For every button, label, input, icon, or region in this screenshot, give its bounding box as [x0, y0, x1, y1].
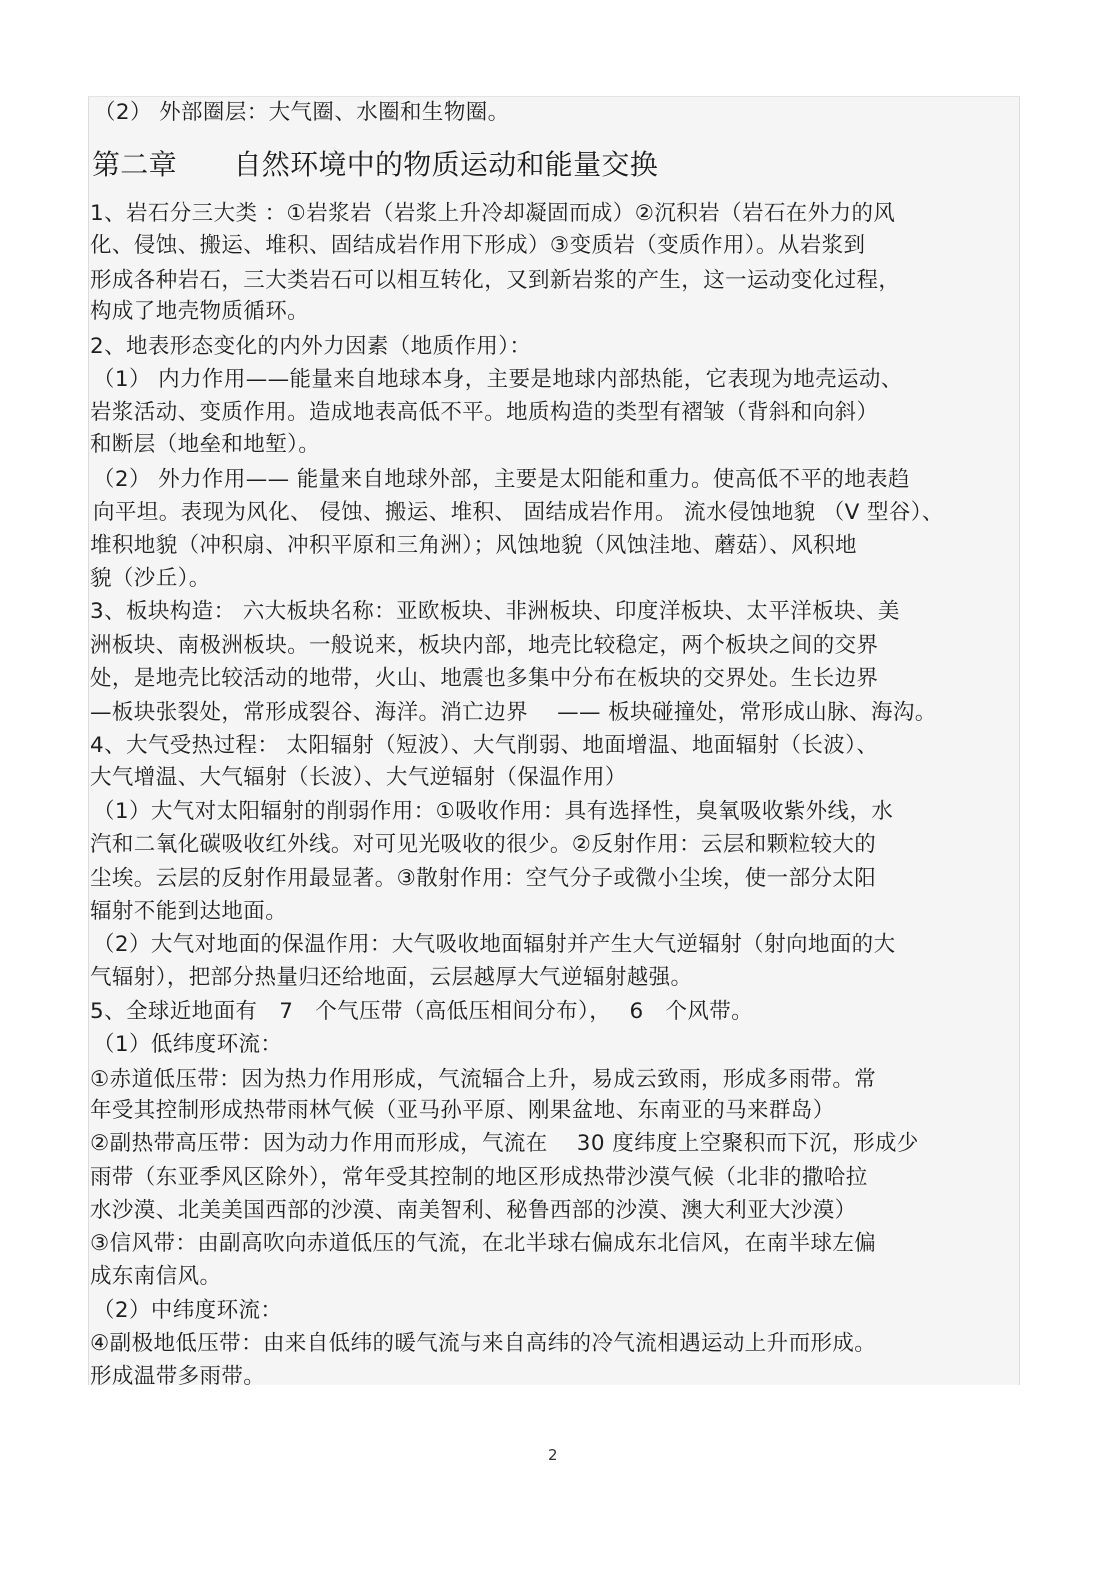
text-line: 构成了地壳物质循环。 — [90, 299, 310, 324]
text-line: ④副极地低压带：由来自低纬的暖气流与来自高纬的冷气流相遇运动上升而形成。 — [90, 1331, 877, 1356]
text-line: （1） 内力作用——能量来自地球本身，主要是地球内部热能，它表现为地壳运动、 — [93, 367, 903, 392]
page-number: 2 — [548, 1446, 558, 1464]
text-line: 处，是地壳比较活动的地带，火山、地震也多集中分布在板块的交界处。生长边界 — [90, 666, 879, 691]
text-line: ②副热带高压带：因为动力作用而形成，气流在 30 度纬度上空聚积而下沉，形成少 — [90, 1131, 919, 1156]
text-line: 水沙漠、北美美国西部的沙漠、南美智利、秘鲁西部的沙漠、澳大利亚大沙漠） — [90, 1198, 857, 1223]
text-line: （1）大气对太阳辐射的削弱作用：①吸收作用：具有选择性，臭氧吸收紫外线，水 — [93, 799, 894, 824]
text-line: 大气增温、大气辐射（长波）、大气逆辐射（保温作用） — [90, 765, 627, 790]
text-line: （2）中纬度环流： — [93, 1298, 283, 1323]
text-line: 雨带（东亚季风区除外），常年受其控制的地区形成热带沙漠气候（北非的撒哈拉 — [90, 1165, 868, 1190]
text-line: 气辐射），把部分热量归还给地面，云层越厚大气逆辐射越强。 — [90, 965, 693, 990]
text-line: 形成各种岩石，三大类岩石可以相互转化，又到新岩浆的产生，这一运动变化过程， — [90, 268, 901, 293]
chapter-heading: 第二章 自然环境中的物质运动和能量交换 — [92, 148, 659, 181]
text-line: 成东南信风。 — [90, 1264, 222, 1289]
text-line: 形成温带多雨带。 — [90, 1364, 266, 1389]
text-line: 岩浆活动、变质作用。造成地表高低不平。地质构造的类型有褶皱（背斜和向斜） — [90, 400, 879, 425]
text-line: 尘埃。云层的反射作用最显著。③散射作用：空气分子或微小尘埃，使一部分太阳 — [90, 866, 877, 891]
text-line: 洲板块、南极洲板块。一般说来，板块内部，地壳比较稳定，两个板块之间的交界 — [90, 633, 879, 658]
text-line: （2）大气对地面的保温作用：大气吸收地面辐射并产生大气逆辐射（射向地面的大 — [93, 932, 896, 957]
text-line: ①赤道低压带：因为热力作用形成，气流辐合上升，易成云致雨，形成多雨带。常 — [90, 1067, 877, 1092]
text-line: 4、大气受热过程： 太阳辐射（短波）、大气削弱、地面增温、地面辐射（长波）、 — [90, 733, 879, 758]
text-line: ③信风带：由副高吹向赤道低压的气流，在北半球右偏成东北信风，在南半球左偏 — [90, 1231, 877, 1256]
text-line: 堆积地貌（冲积扇、冲积平原和三角洲）；风蚀地貌（风蚀洼地、蘑菇）、风积地 — [90, 533, 857, 558]
text-line: 年受其控制形成热带雨林气候（亚马孙平原、刚果盆地、东南亚的马来群岛） — [90, 1098, 835, 1123]
text-line: 1、岩石分三大类 ：①岩浆岩（岩浆上升冷却凝固而成）②沉积岩（岩石在外力的风 — [90, 201, 896, 226]
text-line: （2） 外力作用—— 能量来自地球外部，主要是太阳能和重力。使高低不平的地表趋 — [93, 467, 910, 492]
text-line: 5、全球近地面有 7 个气压带（高低压相间分布）， 6 个风带。 — [90, 999, 754, 1024]
text-line: 3、板块构造： 六大板块名称：亚欧板块、非洲板块、印度洋板块、太平洋板块、美 — [90, 599, 900, 624]
text-line: —板块张裂处，常形成裂谷、海洋。消亡边界 —— 板块碰撞处，常形成山脉、海沟。 — [90, 700, 937, 725]
text-line: 貌（沙丘）。 — [90, 566, 211, 591]
text-line: 和断层（地垒和地堑）。 — [90, 432, 321, 457]
text-line: 向平坦。表现为风化、 侵蚀、搬运、堆积、 固结成岩作用。 流水侵蚀地貌 （V 型谷）、 — [93, 500, 944, 525]
text-line: 辐射不能到达地面。 — [90, 899, 288, 924]
text-line: 化、侵蚀、搬运、堆积、固结成岩作用下形成）③变质岩（变质作用）。从岩浆到 — [90, 233, 866, 258]
text-line: （2） 外部圈层：大气圈、水圈和生物圈。 — [94, 100, 510, 125]
text-line: 汽和二氧化碳吸收红外线。对可见光吸收的很少。②反射作用：云层和颗粒较大的 — [90, 832, 877, 857]
text-line: （1）低纬度环流： — [93, 1032, 283, 1057]
text-line: 2、地表形态变化的内外力因素（地质作用）： — [90, 334, 532, 359]
